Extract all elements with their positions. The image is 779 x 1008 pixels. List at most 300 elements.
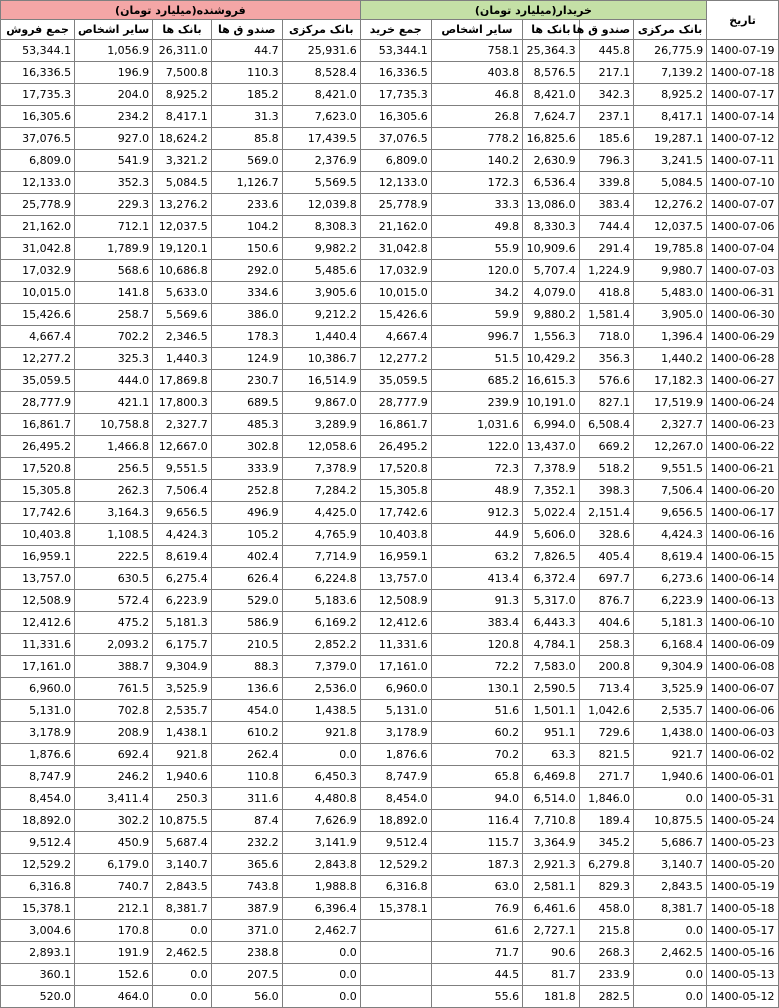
- date-cell: 1400-05-23: [707, 832, 779, 854]
- seller-total-cell: 6,960.0: [1, 678, 75, 700]
- seller-others-cell: 229.3: [75, 194, 153, 216]
- buyer-funds-cell: 713.4: [579, 678, 633, 700]
- table-row: [1, 524, 779, 546]
- seller-group-header: فروشنده(میلیارد تومان): [1, 1, 361, 20]
- seller-central-bank-cell: 17,439.5: [282, 128, 360, 150]
- buyer-others-cell: 33.3: [431, 194, 522, 216]
- seller-others-cell: 761.5: [75, 678, 153, 700]
- date-cell: 1400-06-03: [707, 722, 779, 744]
- seller-central-bank-cell: 7,379.0: [282, 656, 360, 678]
- buyer-total-cell: [360, 942, 431, 964]
- seller-central-bank-header: بانک مرکزی: [282, 20, 360, 40]
- seller-others-cell: 246.2: [75, 766, 153, 788]
- buyer-total-cell: 15,426.6: [360, 304, 431, 326]
- buyer-central-bank-cell: 19,785.8: [634, 238, 707, 260]
- seller-others-header: سایر اشخاص: [75, 20, 153, 40]
- seller-others-cell: 3,411.4: [75, 788, 153, 810]
- table-row: [1, 194, 779, 216]
- buyer-total-cell: 12,277.2: [360, 348, 431, 370]
- seller-total-cell: 3,178.9: [1, 722, 75, 744]
- buyer-central-bank-cell: 7,139.2: [634, 62, 707, 84]
- table-row: [1, 744, 779, 766]
- table-row: [1, 810, 779, 832]
- seller-central-bank-cell: 1,440.4: [282, 326, 360, 348]
- date-cell: 1400-06-02: [707, 744, 779, 766]
- buyer-banks-cell: 2,727.1: [523, 920, 580, 942]
- buyer-total-cell: 6,316.8: [360, 876, 431, 898]
- table-row: [1, 172, 779, 194]
- seller-central-bank-cell: 3,905.6: [282, 282, 360, 304]
- buyer-others-cell: 91.3: [431, 590, 522, 612]
- buyer-central-bank-cell: 1,396.4: [634, 326, 707, 348]
- buyer-funds-cell: 237.1: [579, 106, 633, 128]
- seller-total-cell: 12,412.6: [1, 612, 75, 634]
- buyer-others-cell: 49.8: [431, 216, 522, 238]
- seller-others-cell: 256.5: [75, 458, 153, 480]
- buyer-total-cell: 8,747.9: [360, 766, 431, 788]
- seller-funds-cell: 334.6: [211, 282, 282, 304]
- date-cell: 1400-07-11: [707, 150, 779, 172]
- seller-banks-cell: 8,417.1: [153, 106, 212, 128]
- seller-others-cell: 152.6: [75, 964, 153, 986]
- buyer-total-cell: 17,742.6: [360, 502, 431, 524]
- seller-central-bank-cell: 3,141.9: [282, 832, 360, 854]
- seller-banks-cell: 19,120.1: [153, 238, 212, 260]
- seller-total-cell: 520.0: [1, 986, 75, 1008]
- buyer-funds-cell: 398.3: [579, 480, 633, 502]
- seller-total-cell: 4,667.4: [1, 326, 75, 348]
- buyer-others-cell: 26.8: [431, 106, 522, 128]
- buyer-funds-cell: 518.2: [579, 458, 633, 480]
- seller-central-bank-cell: 1,988.8: [282, 876, 360, 898]
- buyer-banks-cell: 4,784.1: [523, 634, 580, 656]
- buyer-total-cell: [360, 986, 431, 1008]
- buyer-total-cell: 17,161.0: [360, 656, 431, 678]
- buyer-central-bank-cell: 26,775.9: [634, 40, 707, 62]
- buyer-total-cell: [360, 920, 431, 942]
- seller-others-cell: 421.1: [75, 392, 153, 414]
- seller-total-cell: 1,876.6: [1, 744, 75, 766]
- seller-banks-cell: 1,440.3: [153, 348, 212, 370]
- seller-funds-cell: 610.2: [211, 722, 282, 744]
- table-row: [1, 436, 779, 458]
- buyer-total-cell: 16,861.7: [360, 414, 431, 436]
- buyer-total-cell: 3,178.9: [360, 722, 431, 744]
- seller-total-cell: 17,742.6: [1, 502, 75, 524]
- seller-others-cell: 927.0: [75, 128, 153, 150]
- seller-funds-cell: 210.5: [211, 634, 282, 656]
- buyer-funds-cell: 445.8: [579, 40, 633, 62]
- buyer-funds-cell: 796.3: [579, 150, 633, 172]
- buyer-banks-cell: 7,378.9: [523, 458, 580, 480]
- seller-others-cell: 10,758.8: [75, 414, 153, 436]
- seller-others-cell: 6,179.0: [75, 854, 153, 876]
- table-row: [1, 766, 779, 788]
- seller-funds-cell: 178.3: [211, 326, 282, 348]
- seller-banks-cell: 250.3: [153, 788, 212, 810]
- seller-central-bank-cell: 10,386.7: [282, 348, 360, 370]
- buyer-central-bank-cell: 7,506.4: [634, 480, 707, 502]
- seller-banks-cell: 3,140.7: [153, 854, 212, 876]
- seller-total-cell: 360.1: [1, 964, 75, 986]
- buyer-group-header: خریدار(میلیارد تومان): [360, 1, 706, 20]
- date-cell: 1400-05-17: [707, 920, 779, 942]
- buyer-others-cell: 1,031.6: [431, 414, 522, 436]
- seller-funds-cell: 105.2: [211, 524, 282, 546]
- seller-others-cell: 692.4: [75, 744, 153, 766]
- buyer-others-cell: 71.7: [431, 942, 522, 964]
- buyer-funds-cell: 6,508.4: [579, 414, 633, 436]
- table-row: [1, 260, 779, 282]
- buyer-central-bank-cell: 19,287.1: [634, 128, 707, 150]
- buyer-funds-header: صندو ق ها: [579, 20, 633, 40]
- date-cell: 1400-07-04: [707, 238, 779, 260]
- buyer-funds-cell: 876.7: [579, 590, 633, 612]
- seller-central-bank-cell: 9,212.2: [282, 304, 360, 326]
- buyer-others-cell: 48.9: [431, 480, 522, 502]
- date-cell: 1400-05-13: [707, 964, 779, 986]
- seller-others-cell: 302.2: [75, 810, 153, 832]
- seller-funds-cell: 387.9: [211, 898, 282, 920]
- seller-funds-cell: 365.6: [211, 854, 282, 876]
- date-cell: 1400-06-27: [707, 370, 779, 392]
- buyer-central-bank-cell: 2,535.7: [634, 700, 707, 722]
- seller-banks-cell: 10,875.5: [153, 810, 212, 832]
- buyer-others-cell: 685.2: [431, 370, 522, 392]
- buyer-total-cell: 53,344.1: [360, 40, 431, 62]
- table-row: [1, 392, 779, 414]
- date-cell: 1400-06-21: [707, 458, 779, 480]
- seller-total-cell: 35,059.5: [1, 370, 75, 392]
- table-row: [1, 568, 779, 590]
- table-row: [1, 458, 779, 480]
- date-cell: 1400-06-16: [707, 524, 779, 546]
- buyer-banks-header: بانک ها: [523, 20, 580, 40]
- seller-others-cell: 204.0: [75, 84, 153, 106]
- seller-funds-cell: 233.6: [211, 194, 282, 216]
- buyer-central-bank-cell: 8,381.7: [634, 898, 707, 920]
- table-row: [1, 964, 779, 986]
- date-cell: 1400-06-22: [707, 436, 779, 458]
- seller-banks-cell: 12,667.0: [153, 436, 212, 458]
- date-cell: 1400-05-16: [707, 942, 779, 964]
- date-cell: 1400-06-20: [707, 480, 779, 502]
- buyer-banks-cell: 181.8: [523, 986, 580, 1008]
- seller-banks-cell: 13,276.2: [153, 194, 212, 216]
- buyer-total-cell: 15,378.1: [360, 898, 431, 920]
- buyer-banks-cell: 81.7: [523, 964, 580, 986]
- seller-banks-cell: 0.0: [153, 986, 212, 1008]
- buyer-central-bank-cell: 8,417.1: [634, 106, 707, 128]
- seller-total-cell: 8,747.9: [1, 766, 75, 788]
- seller-central-bank-cell: 7,714.9: [282, 546, 360, 568]
- buyer-funds-cell: 217.1: [579, 62, 633, 84]
- buyer-funds-cell: 328.6: [579, 524, 633, 546]
- date-cell: 1400-05-31: [707, 788, 779, 810]
- buyer-funds-cell: 268.3: [579, 942, 633, 964]
- seller-banks-cell: 2,462.5: [153, 942, 212, 964]
- date-cell: 1400-06-14: [707, 568, 779, 590]
- buyer-central-bank-cell: 0.0: [634, 788, 707, 810]
- table-row: [1, 238, 779, 260]
- buyer-others-cell: 172.3: [431, 172, 522, 194]
- seller-total-cell: 26,495.2: [1, 436, 75, 458]
- seller-central-bank-cell: 4,480.8: [282, 788, 360, 810]
- buyer-funds-cell: 1,042.6: [579, 700, 633, 722]
- date-cell: 1400-06-30: [707, 304, 779, 326]
- table-row: [1, 942, 779, 964]
- buyer-total-cell: 17,735.3: [360, 84, 431, 106]
- date-cell: 1400-06-10: [707, 612, 779, 634]
- seller-banks-cell: 1,438.1: [153, 722, 212, 744]
- buyer-banks-cell: 6,469.8: [523, 766, 580, 788]
- buyer-banks-cell: 7,624.7: [523, 106, 580, 128]
- date-cell: 1400-07-06: [707, 216, 779, 238]
- buyer-funds-cell: 697.7: [579, 568, 633, 590]
- seller-others-cell: 572.4: [75, 590, 153, 612]
- seller-banks-cell: 5,633.0: [153, 282, 212, 304]
- buyer-funds-cell: 827.1: [579, 392, 633, 414]
- buyer-banks-cell: 1,501.1: [523, 700, 580, 722]
- table-row: [1, 898, 779, 920]
- buyer-others-cell: 758.1: [431, 40, 522, 62]
- seller-banks-cell: 2,346.5: [153, 326, 212, 348]
- buyer-central-bank-cell: 5,483.0: [634, 282, 707, 304]
- buyer-funds-cell: 215.8: [579, 920, 633, 942]
- seller-funds-cell: 586.9: [211, 612, 282, 634]
- table-row: [1, 84, 779, 106]
- date-cell: 1400-05-12: [707, 986, 779, 1008]
- buyer-banks-cell: 4,079.0: [523, 282, 580, 304]
- seller-total-cell: 15,378.1: [1, 898, 75, 920]
- seller-funds-cell: 371.0: [211, 920, 282, 942]
- buyer-central-bank-cell: 9,980.7: [634, 260, 707, 282]
- table-row: [1, 106, 779, 128]
- date-cell: 1400-07-14: [707, 106, 779, 128]
- seller-funds-cell: 743.8: [211, 876, 282, 898]
- seller-banks-cell: 3,525.9: [153, 678, 212, 700]
- table-row: [1, 216, 779, 238]
- table-row: [1, 480, 779, 502]
- buyer-banks-cell: 5,317.0: [523, 590, 580, 612]
- buyer-total-cell: 12,508.9: [360, 590, 431, 612]
- buyer-banks-cell: 63.3: [523, 744, 580, 766]
- seller-banks-cell: 6,175.7: [153, 634, 212, 656]
- seller-funds-cell: 485.3: [211, 414, 282, 436]
- seller-others-cell: 444.0: [75, 370, 153, 392]
- buyer-funds-cell: 1,581.4: [579, 304, 633, 326]
- table-row: [1, 656, 779, 678]
- date-cell: 1400-07-03: [707, 260, 779, 282]
- buyer-banks-cell: 6,536.4: [523, 172, 580, 194]
- buyer-others-cell: 70.2: [431, 744, 522, 766]
- seller-central-bank-cell: 2,536.0: [282, 678, 360, 700]
- seller-banks-cell: 5,687.4: [153, 832, 212, 854]
- buyer-funds-cell: 1,224.9: [579, 260, 633, 282]
- buyer-others-cell: 34.2: [431, 282, 522, 304]
- seller-others-cell: 1,108.5: [75, 524, 153, 546]
- buyer-banks-cell: 16,615.3: [523, 370, 580, 392]
- seller-total-cell: 8,454.0: [1, 788, 75, 810]
- seller-funds-cell: 110.3: [211, 62, 282, 84]
- buyer-funds-cell: 185.6: [579, 128, 633, 150]
- buyer-funds-cell: 339.8: [579, 172, 633, 194]
- buyer-total-cell: 6,809.0: [360, 150, 431, 172]
- buyer-funds-cell: 345.2: [579, 832, 633, 854]
- table-row: [1, 150, 779, 172]
- seller-funds-cell: 56.0: [211, 986, 282, 1008]
- buyer-central-bank-cell: 6,223.9: [634, 590, 707, 612]
- seller-central-bank-cell: 1,438.5: [282, 700, 360, 722]
- buyer-others-cell: 63.0: [431, 876, 522, 898]
- seller-funds-cell: 1,126.7: [211, 172, 282, 194]
- buyer-banks-cell: 2,590.5: [523, 678, 580, 700]
- buyer-central-bank-cell: 1,940.6: [634, 766, 707, 788]
- table-row: [1, 722, 779, 744]
- seller-banks-cell: 2,843.5: [153, 876, 212, 898]
- buyer-total-cell: 12,412.6: [360, 612, 431, 634]
- buyer-central-bank-cell: 5,181.3: [634, 612, 707, 634]
- buyer-total-cell: 35,059.5: [360, 370, 431, 392]
- buyer-banks-cell: 2,921.3: [523, 854, 580, 876]
- buyer-funds-cell: 282.5: [579, 986, 633, 1008]
- buyer-central-bank-cell: 12,276.2: [634, 194, 707, 216]
- table-row: [1, 788, 779, 810]
- seller-total-cell: 28,777.9: [1, 392, 75, 414]
- date-cell: 1400-06-29: [707, 326, 779, 348]
- buyer-others-cell: 130.1: [431, 678, 522, 700]
- seller-others-cell: 712.1: [75, 216, 153, 238]
- seller-total-cell: 15,426.6: [1, 304, 75, 326]
- seller-others-cell: 388.7: [75, 656, 153, 678]
- buyer-banks-cell: 6,514.0: [523, 788, 580, 810]
- seller-central-bank-cell: 2,843.8: [282, 854, 360, 876]
- buyer-banks-cell: 6,372.4: [523, 568, 580, 590]
- seller-central-bank-cell: 0.0: [282, 942, 360, 964]
- seller-banks-header: بانک ها: [153, 20, 212, 40]
- seller-funds-cell: 207.5: [211, 964, 282, 986]
- seller-total-cell: 12,508.9: [1, 590, 75, 612]
- buyer-central-bank-cell: 2,327.7: [634, 414, 707, 436]
- buyer-total-cell: 16,305.6: [360, 106, 431, 128]
- seller-central-bank-cell: 25,931.6: [282, 40, 360, 62]
- buyer-others-cell: 120.0: [431, 260, 522, 282]
- buyer-funds-cell: 383.4: [579, 194, 633, 216]
- seller-funds-cell: 232.2: [211, 832, 282, 854]
- date-cell: 1400-06-06: [707, 700, 779, 722]
- seller-funds-cell: 110.8: [211, 766, 282, 788]
- buyer-banks-cell: 10,191.0: [523, 392, 580, 414]
- buyer-total-cell: 18,892.0: [360, 810, 431, 832]
- seller-funds-cell: 252.8: [211, 480, 282, 502]
- buyer-central-bank-cell: 921.7: [634, 744, 707, 766]
- table-row: [1, 920, 779, 942]
- buyer-total-cell: 8,454.0: [360, 788, 431, 810]
- buyer-others-cell: 383.4: [431, 612, 522, 634]
- buyer-total-cell: 16,959.1: [360, 546, 431, 568]
- seller-funds-cell: 262.4: [211, 744, 282, 766]
- seller-total-cell: 11,331.6: [1, 634, 75, 656]
- seller-others-cell: 630.5: [75, 568, 153, 590]
- buyer-funds-cell: 200.8: [579, 656, 633, 678]
- seller-others-cell: 262.3: [75, 480, 153, 502]
- buyer-others-cell: 912.3: [431, 502, 522, 524]
- seller-banks-cell: 2,535.7: [153, 700, 212, 722]
- seller-funds-cell: 311.6: [211, 788, 282, 810]
- seller-banks-cell: 17,800.3: [153, 392, 212, 414]
- seller-others-cell: 1,056.9: [75, 40, 153, 62]
- buyer-others-cell: 59.9: [431, 304, 522, 326]
- table-row: [1, 678, 779, 700]
- date-cell: 1400-06-17: [707, 502, 779, 524]
- seller-total-cell: 31,042.8: [1, 238, 75, 260]
- buyer-central-bank-cell: 5,084.5: [634, 172, 707, 194]
- buyer-others-cell: 63.2: [431, 546, 522, 568]
- buyer-banks-cell: 6,461.6: [523, 898, 580, 920]
- buyer-banks-cell: 25,364.3: [523, 40, 580, 62]
- date-cell: 1400-06-24: [707, 392, 779, 414]
- seller-total-cell: 37,076.5: [1, 128, 75, 150]
- seller-banks-cell: 9,304.9: [153, 656, 212, 678]
- buyer-central-bank-cell: 12,267.0: [634, 436, 707, 458]
- buyer-total-cell: 26,495.2: [360, 436, 431, 458]
- buyer-total-cell: 13,757.0: [360, 568, 431, 590]
- seller-others-cell: 141.8: [75, 282, 153, 304]
- table-row: [1, 414, 779, 436]
- seller-central-bank-cell: 6,169.2: [282, 612, 360, 634]
- buyer-others-cell: 55.9: [431, 238, 522, 260]
- buyer-others-cell: 996.7: [431, 326, 522, 348]
- buyer-others-cell: 76.9: [431, 898, 522, 920]
- date-cell: 1400-05-24: [707, 810, 779, 832]
- table-row: [1, 502, 779, 524]
- buyer-banks-cell: 6,443.3: [523, 612, 580, 634]
- seller-funds-cell: 85.8: [211, 128, 282, 150]
- seller-total-cell: 12,133.0: [1, 172, 75, 194]
- buyer-banks-cell: 10,429.2: [523, 348, 580, 370]
- buyer-others-cell: 44.9: [431, 524, 522, 546]
- buyer-central-bank-cell: 10,875.5: [634, 810, 707, 832]
- seller-central-bank-cell: 6,450.3: [282, 766, 360, 788]
- seller-central-bank-cell: 4,425.0: [282, 502, 360, 524]
- buyer-total-cell: 10,403.8: [360, 524, 431, 546]
- seller-central-bank-cell: 3,289.9: [282, 414, 360, 436]
- buyer-banks-cell: 7,826.5: [523, 546, 580, 568]
- buyer-others-cell: 72.2: [431, 656, 522, 678]
- buyer-central-bank-cell: 3,525.9: [634, 678, 707, 700]
- seller-funds-cell: 238.8: [211, 942, 282, 964]
- seller-banks-cell: 10,686.8: [153, 260, 212, 282]
- buyer-total-cell: 12,133.0: [360, 172, 431, 194]
- buyer-funds-cell: 576.6: [579, 370, 633, 392]
- date-cell: 1400-05-18: [707, 898, 779, 920]
- buyer-funds-cell: 404.6: [579, 612, 633, 634]
- buyer-funds-cell: 744.4: [579, 216, 633, 238]
- buyer-banks-cell: 8,421.0: [523, 84, 580, 106]
- buyer-central-bank-cell: 2,462.5: [634, 942, 707, 964]
- buyer-banks-cell: 13,437.0: [523, 436, 580, 458]
- date-cell: 1400-06-08: [707, 656, 779, 678]
- buyer-funds-cell: 821.5: [579, 744, 633, 766]
- buyer-central-bank-cell: 8,619.4: [634, 546, 707, 568]
- seller-others-cell: 475.2: [75, 612, 153, 634]
- buyer-total-cell: 4,667.4: [360, 326, 431, 348]
- seller-banks-cell: 9,656.5: [153, 502, 212, 524]
- seller-funds-cell: 569.0: [211, 150, 282, 172]
- seller-funds-cell: 136.6: [211, 678, 282, 700]
- date-cell: 1400-06-07: [707, 678, 779, 700]
- buyer-others-cell: 120.8: [431, 634, 522, 656]
